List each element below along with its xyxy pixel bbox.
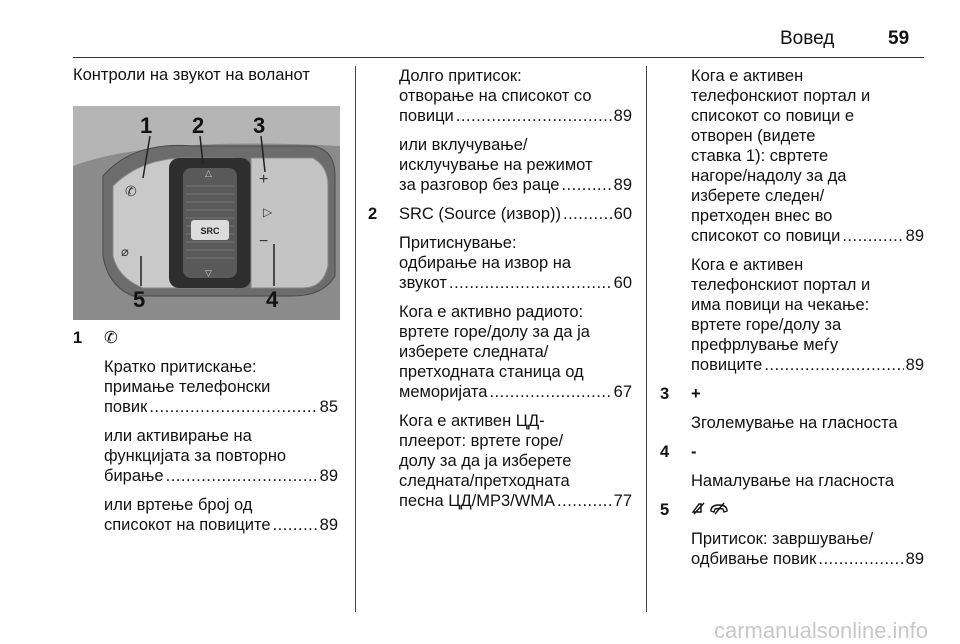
- paragraph: [399, 233, 632, 293]
- item-number: 4: [660, 443, 670, 461]
- toc-text: повици: [399, 107, 454, 125]
- text-line: вртете горе/долу за: [691, 316, 842, 334]
- svg-text:−: −: [259, 233, 269, 250]
- svg-text:▷: ▷: [263, 205, 273, 219]
- toc-text: звукот: [399, 274, 447, 292]
- text-line: Притиснување:: [399, 234, 517, 252]
- toc-line: [399, 273, 632, 293]
- toc-text: SRC (Source (извор)): [399, 205, 561, 223]
- callout-5: 5: [133, 287, 146, 312]
- plus-symbol: +: [691, 385, 701, 403]
- toc-line: [104, 515, 338, 535]
- text-line: вртете горе/долу за да ја: [399, 323, 590, 341]
- list-item: [368, 66, 632, 195]
- toc-text: повиците: [691, 356, 763, 374]
- list-item: [660, 442, 924, 491]
- text-line: Намалување на гласноста: [691, 472, 895, 490]
- text-line: Кратко притискање:: [104, 358, 257, 376]
- toc-page: 89: [905, 356, 924, 374]
- paragraph: [399, 135, 632, 195]
- text-line: плеерот: вртете горе/: [399, 432, 564, 450]
- toc-page: 60: [613, 205, 632, 223]
- text-line: или вртење број од: [104, 496, 253, 514]
- text-line: одбирање на извор на: [399, 254, 572, 272]
- text-line: префрлување меѓу: [691, 336, 839, 354]
- text-line: Кога е активен ЦД-: [399, 412, 545, 430]
- text-line: отворен (видете: [691, 127, 816, 145]
- list-item: [660, 66, 924, 375]
- toc-line: [691, 226, 924, 246]
- paragraph: [104, 426, 338, 486]
- text-line: отворање на списокот со: [399, 87, 592, 105]
- mute-hangup-icon: [691, 500, 733, 516]
- text-line: исклучување на режимот: [399, 156, 593, 174]
- paragraph: [399, 66, 632, 126]
- toc-line: [399, 491, 632, 511]
- toc-page: 67: [613, 383, 632, 401]
- toc-text: повик: [104, 398, 148, 416]
- text-line: нагоре/надолу за да: [691, 167, 847, 185]
- toc-page: 60: [613, 274, 632, 292]
- text-line: изберете следен/: [691, 187, 825, 205]
- header-rule: [73, 57, 924, 58]
- list-item: [368, 204, 632, 511]
- toc-line: [104, 397, 338, 417]
- toc-text: списокот со повици: [691, 227, 841, 245]
- toc-page: 89: [319, 516, 338, 534]
- svg-text:⌀: ⌀: [121, 244, 129, 259]
- text-line: ставка 1): свртете: [691, 147, 829, 165]
- paragraph: [691, 255, 924, 375]
- list-item: [73, 328, 338, 535]
- column-divider: [646, 66, 647, 612]
- toc-line: [691, 549, 924, 569]
- svg-text:+: +: [259, 171, 269, 188]
- toc-page: 77: [613, 492, 632, 510]
- toc-text: песна ЦД/MP3/WMA: [399, 492, 556, 510]
- toc-page: 85: [319, 398, 338, 416]
- column-1: [73, 328, 338, 544]
- watermark: carmanualsonline.info: [714, 618, 929, 643]
- text-line: функцијата за повторно: [104, 447, 287, 465]
- toc-page: 89: [905, 227, 924, 245]
- text-line: Притисок: завршување/: [691, 530, 874, 548]
- toc-line: [691, 355, 924, 375]
- svg-text:△: △: [205, 168, 212, 178]
- list-item: [660, 500, 924, 569]
- paragraph: [399, 204, 632, 224]
- text-line: телефонскиот портал и: [691, 276, 871, 294]
- text-line: списокот со повици е: [691, 107, 855, 125]
- text-line: Кога е активен: [691, 256, 804, 274]
- toc-page: 89: [905, 550, 924, 568]
- item-number: 3: [660, 385, 670, 403]
- text-line: следната/претходната: [399, 472, 570, 490]
- text-line: Зголемување на гласноста: [691, 414, 898, 432]
- toc-line: [399, 175, 632, 195]
- toc-page: 89: [613, 176, 632, 194]
- phone-icon: ✆: [104, 329, 118, 347]
- text-line: Кога е активен: [691, 67, 804, 85]
- header-title: Вовед: [780, 28, 835, 49]
- text-line: долу за да ја изберете: [399, 452, 572, 470]
- toc-line: [399, 106, 632, 126]
- text-line: Кога е активно радиото:: [399, 303, 584, 321]
- callout-3: 3: [253, 113, 266, 138]
- paragraph: [104, 495, 338, 535]
- toc-text: списокот на повиците: [104, 516, 271, 534]
- toc-text: бирање: [104, 467, 164, 485]
- item-number: 5: [660, 501, 670, 519]
- text-line: претходната станица од: [399, 363, 584, 381]
- steering-controls-photo: [73, 106, 340, 320]
- text-line: претходен внес во: [691, 207, 833, 225]
- svg-text:✆: ✆: [125, 183, 137, 199]
- section-title: Контроли на звукот на воланот: [73, 66, 310, 84]
- text-line: изберете следната/: [399, 343, 549, 361]
- toc-text: за разговор без раце: [399, 176, 560, 194]
- page-number: 59: [888, 28, 910, 49]
- paragraph: [691, 529, 924, 569]
- paragraph: [399, 302, 632, 402]
- minus-symbol: -: [691, 443, 697, 461]
- toc-page: 89: [319, 467, 338, 485]
- toc-line: [399, 204, 632, 224]
- item-number: 1: [73, 329, 83, 347]
- paragraph: [691, 66, 924, 246]
- text-line: или активирање на: [104, 427, 252, 445]
- item-number: 2: [368, 205, 378, 223]
- text-line: или вклучување/: [399, 136, 528, 154]
- toc-line: [399, 382, 632, 402]
- callout-1: 1: [140, 113, 153, 138]
- src-label: SRC: [200, 226, 220, 236]
- callout-4: 4: [266, 287, 279, 312]
- column-2: [368, 66, 632, 520]
- toc-line: [104, 466, 338, 486]
- callout-2: 2: [192, 113, 205, 138]
- text-line: примање телефонски: [104, 378, 271, 396]
- list-item: [660, 384, 924, 433]
- text-line: има повици на чекање:: [691, 296, 870, 314]
- column-divider: [355, 66, 356, 612]
- toc-text: одбивање повик: [691, 550, 817, 568]
- toc-page: 89: [613, 107, 632, 125]
- toc-text: меморијата: [399, 383, 488, 401]
- paragraph: [104, 357, 338, 417]
- paragraph: [399, 411, 632, 511]
- svg-text:▽: ▽: [205, 268, 212, 278]
- text-line: Долго притисок:: [399, 67, 522, 85]
- column-3: [660, 66, 924, 578]
- text-line: телефонскиот портал и: [691, 87, 871, 105]
